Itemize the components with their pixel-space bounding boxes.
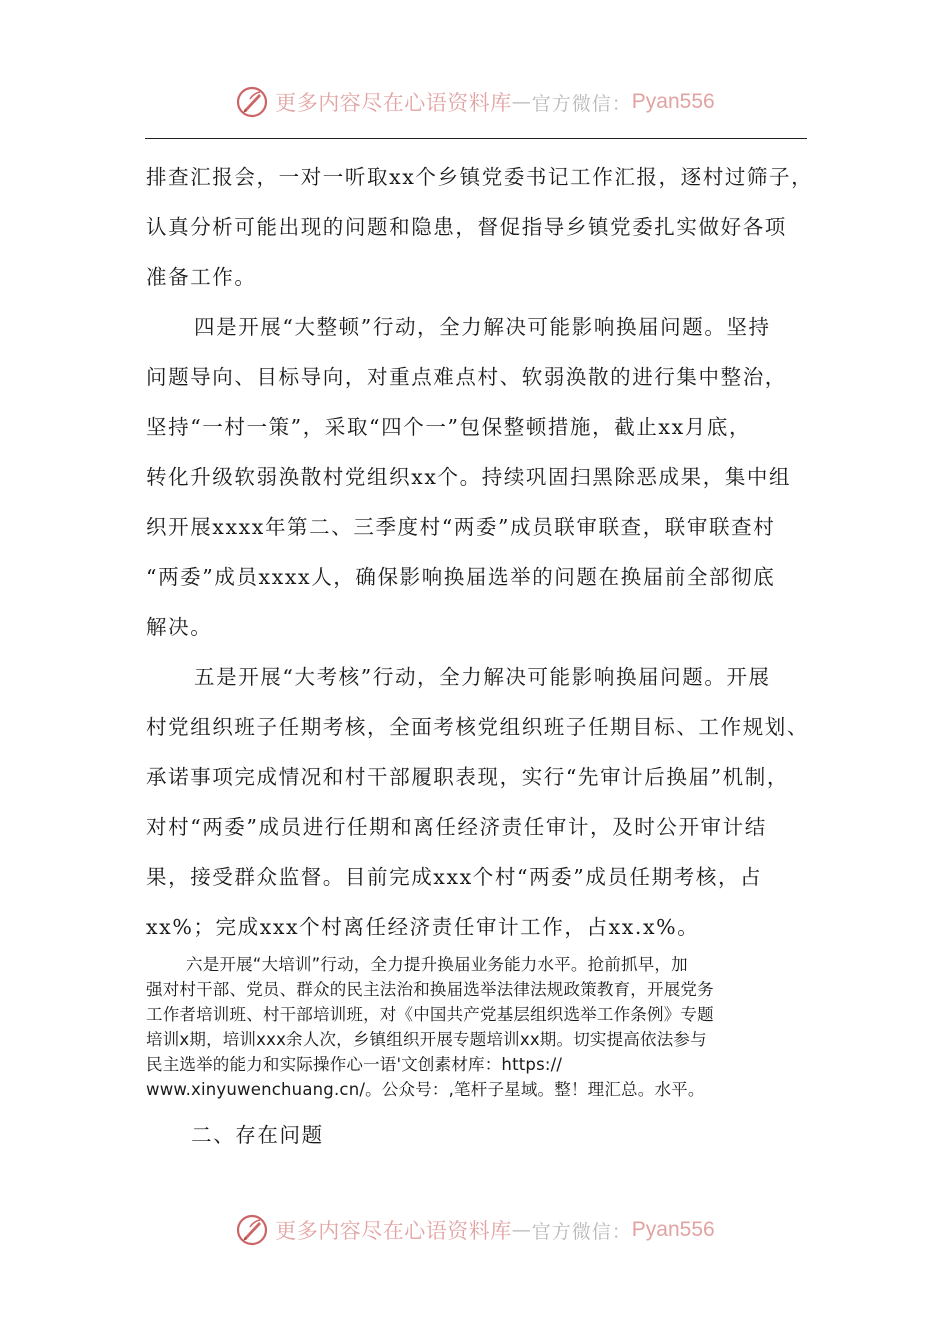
text-line: 准备工作。 bbox=[146, 265, 257, 289]
paragraph-rectification bbox=[146, 302, 808, 652]
text-line: 强对村干部、党员、群众的民主法治和换届选举法律法规政策教育，开展党务 bbox=[146, 980, 714, 999]
header-banner-inner bbox=[235, 85, 714, 119]
header-official-label: 官方微信： bbox=[531, 92, 632, 115]
text-line: 村党组织班子任期考核，全面考核党组织班子任期目标、工作规划、 bbox=[146, 715, 809, 739]
text-line: xx%；完成xxx个村离任经济责任审计工作，占xx.x%。 bbox=[146, 915, 700, 939]
text-line: www.xinyuwenchuang.cn/。公众号：,笔杆子星域。整！理汇总。水平。 bbox=[146, 1080, 705, 1099]
text-line: 四是开展“大整顿”行动，全力解决可能影响换届问题。坚持 bbox=[194, 315, 771, 339]
text-line: 转化升级软弱涣散村党组织xx个。持续巩固扫黑除恶成果，集中组 bbox=[146, 465, 792, 489]
header-divider bbox=[145, 138, 807, 139]
header-separator: — bbox=[511, 91, 532, 113]
footer-official-label: 官方微信： bbox=[531, 1220, 632, 1243]
header-brand: 更多内容尽在心语资料库 bbox=[275, 91, 512, 115]
text-line: 认真分析可能出现的问题和隐患，督促指导乡镇党委扎实做好各项 bbox=[146, 215, 787, 239]
text-line: 果，接受群众监督。目前完成xxx个村“两委”成员任期考核，占 bbox=[146, 865, 763, 889]
header-banner bbox=[0, 82, 950, 122]
text-line: 五是开展“大考核”行动，全力解决可能影响换届问题。开展 bbox=[194, 665, 771, 689]
text-line: 民主选举的能力和实际操作心一语'文创素材库：https:// bbox=[146, 1055, 563, 1074]
section-heading: 二、存在问题 bbox=[191, 1123, 324, 1147]
text-line: 解决。 bbox=[146, 615, 213, 639]
paragraph-assessment bbox=[146, 652, 808, 952]
text-line: 六是开展“大培训”行动，全力提升换届业务能力水平。抢前抓早，加 bbox=[186, 955, 688, 974]
text-line: 问题导向、目标导向，对重点难点村、软弱涣散的进行集中整治， bbox=[146, 365, 787, 389]
header-wechat-id: Pyan556 bbox=[631, 90, 715, 113]
text-line: 排查汇报会，一对一听取xx个乡镇党委书记工作汇报，逐村过筛子， bbox=[146, 165, 814, 189]
text-line: 工作者培训班、村干部培训班，对《中国共产党基层组织选举工作条例》专题 bbox=[146, 1005, 714, 1024]
text-line: 坚持“一村一策”，采取“四个一”包保整顿措施，截止xx月底， bbox=[146, 415, 752, 439]
footer-brand: 更多内容尽在心语资料库 bbox=[275, 1219, 512, 1243]
text-line: 承诺事项完成情况和村干部履职表现，实行“先审计后换届”机制， bbox=[146, 765, 789, 789]
paragraph-training bbox=[146, 952, 808, 1102]
footer-wechat-id: Pyan556 bbox=[631, 1218, 715, 1241]
footer-banner bbox=[0, 1210, 950, 1250]
quill-logo-icon bbox=[235, 85, 269, 119]
paragraph-continuation bbox=[146, 152, 814, 302]
text-line: “两委”成员xxxx人，确保影响换届选举的问题在换届前全部彻底 bbox=[146, 565, 776, 589]
footer-separator: — bbox=[511, 1219, 532, 1241]
text-line: 培训x期，培训xxx余人次，乡镇组织开展专题培训xx期。切实提高依法参与 bbox=[146, 1030, 707, 1049]
footer-banner-inner bbox=[235, 1213, 714, 1247]
quill-logo-icon bbox=[235, 1213, 269, 1247]
text-line: 织开展xxxx年第二、三季度村“两委”成员联审联查，联审联查村 bbox=[146, 515, 776, 539]
text-line: 对村“两委”成员进行任期和离任经济责任审计，及时公开审计结 bbox=[146, 815, 767, 839]
document-body bbox=[146, 152, 814, 1160]
